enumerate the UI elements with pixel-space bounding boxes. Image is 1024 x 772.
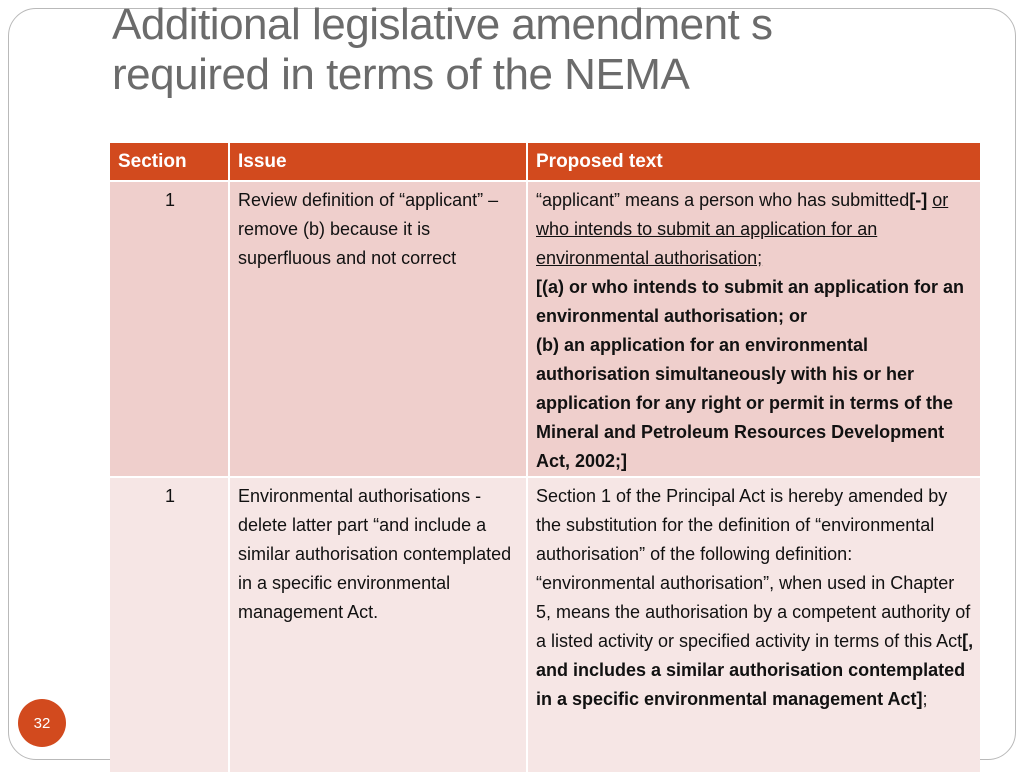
header-section: Section: [110, 143, 229, 181]
cell-section: 1: [110, 477, 229, 772]
proposed-text-deleted-marker: [-]: [909, 190, 928, 210]
proposed-text-deleted-a: [(a) or who intends to submit an application for an environmental authorisation; or: [536, 277, 965, 326]
cell-issue: Review definition of “applicant” – remove (b) because it is superfluous and not correct: [229, 181, 527, 477]
table-row: [110, 181, 980, 477]
proposed-text-deleted-b: (b) an application for an environmental authorisation simultaneously with his or her application for any right or permit in terms of the Mineral and Petroleum Resources Development Act, 2002;]: [536, 335, 954, 471]
proposed-text-plain: “applicant” means a person who has submitted: [536, 190, 910, 210]
amendments-table: [110, 143, 980, 772]
proposed-text-deleted: [, and includes a similar authorisation contemplated in a specific environmental management Act]: [536, 631, 974, 709]
header-issue: Issue: [229, 143, 527, 181]
title-line-1: Additional legislative amendment s: [112, 0, 773, 49]
cell-issue: Environmental authorisations - delete latter part “and include a similar authorisation contemplated in a specific environmental management Act.: [229, 477, 527, 772]
proposed-text-intro: Section 1 of the Principal Act is hereby amended by the substitution for the definition of “environmental authorisation” of the following definition:: [536, 486, 948, 564]
proposed-text-inserted: or who intends to submit an application for an environmental authorisation;: [536, 190, 949, 268]
cell-section: 1: [110, 181, 229, 477]
cell-proposed-text: [527, 181, 980, 477]
proposed-text-end: ;: [922, 689, 928, 709]
slide-title: [112, 0, 972, 100]
header-proposed-text: Proposed text: [527, 143, 980, 181]
page-number: 32: [33, 714, 51, 732]
table-row: [110, 477, 980, 772]
table-header-row: [110, 143, 980, 181]
title-line-2: required in terms of the NEMA: [112, 50, 690, 99]
page-number-badge: [18, 699, 66, 747]
proposed-text-definition: “environmental authorisation”, when used in Chapter 5, means the authorisation by a competent authority of a listed activity or specified activity in terms of this Act: [536, 573, 971, 651]
cell-proposed-text: [527, 477, 980, 772]
